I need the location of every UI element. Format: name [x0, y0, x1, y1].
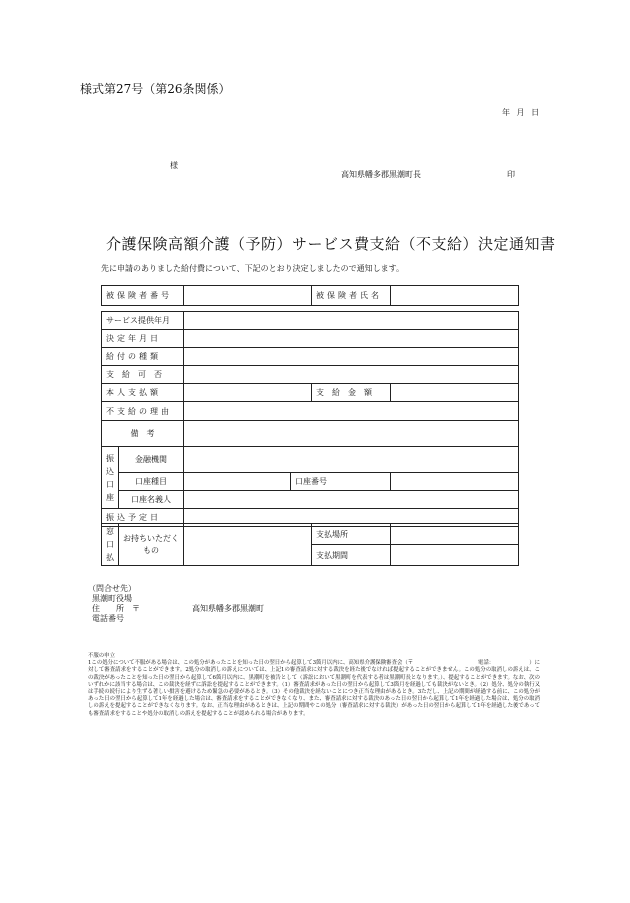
remarks-field[interactable]: [184, 421, 519, 447]
inquiry-heading: （問合せ先）: [88, 584, 136, 593]
date-month-label: 月: [516, 108, 525, 117]
non-pay-reason-label: 不支給の理由: [102, 402, 184, 421]
pay-period-field[interactable]: [391, 545, 519, 566]
approval-field[interactable]: [184, 366, 519, 384]
transfer-side-char: 座: [106, 492, 114, 502]
appeal-notice-body: 1この処分について不服がある場合は、この処分があったことを知った日の翌日から起算して3箇月以内に、高知県介護保険審査会（〒 電話： ）に対して審査請求をすることができます。2処分の取消しの訴えについては、上記1の審査請求に対する裁決を経た後でなければ提起することができません。この処分の取消しの訴えは、この裁決があったことを知った日の翌日から起算して6箇月以内に、黒潮町を被告として（訴訟において黒潮町を代表する者は黒潮町長となります。）、提起することができます。なお、次のいずれかに該当する場合は、この裁決を経ずに訴訟を提起することができます。（1）審査請求があった日の翌日から起算して3箇月を経過しても裁決がないとき。（2）処分、処分の執行又は手続の続行により生ずる著しい損害を避けるため緊急の必要があるとき。（3）その他裁決を経ないことにつき正当な理由があるとき。3ただし、上記の期間が経過する前に、この処分があった日の翌日から起算して1年を経過した場合は、審査請求をすることができなくなり、また、審査請求に対する裁決のあった日の翌日から起算して1年を経過した場合は、処分の取消しの訴えを提起することができなくなります。なお、正当な理由があるときは、上記の期間やこの処分（審査請求に対する裁決）があった日の翌日から起算して1年を経過した後であっても審査請求をすることや処分の取消しの訴えを提起することが認められる場合があります。: [88, 660, 540, 717]
non-pay-reason-field[interactable]: [184, 402, 519, 421]
date-day-label: 日: [531, 108, 540, 117]
account-type-label: 口座種目: [119, 473, 184, 491]
inquiry-section: [88, 584, 388, 624]
window-side-char: 口: [106, 540, 114, 549]
account-holder-label: 口座名義人: [119, 491, 184, 509]
account-number-label: 口座番号: [291, 473, 391, 491]
bank-field[interactable]: [184, 447, 519, 473]
window-payment-side-label: [102, 524, 119, 566]
service-month-label: サービス提供年月: [102, 312, 184, 330]
pay-place-field[interactable]: [391, 524, 519, 545]
window-side-char: 窓: [106, 527, 114, 536]
bring-items-field[interactable]: [184, 524, 312, 566]
benefit-type-field[interactable]: [184, 348, 519, 366]
transfer-side-char: 振: [106, 453, 114, 463]
transfer-account-side-label: [102, 447, 119, 509]
account-holder-field[interactable]: [184, 491, 519, 509]
account-number-field[interactable]: [391, 473, 519, 491]
account-type-field[interactable]: [184, 473, 291, 491]
seal-mark: 印: [507, 170, 515, 179]
pay-place-label: 支払場所: [312, 524, 391, 545]
decision-date-field[interactable]: [184, 330, 519, 348]
insured-number-field[interactable]: [184, 286, 312, 306]
decision-date-label: 決定年月日: [102, 330, 184, 348]
date-year-label: 年: [502, 108, 510, 117]
appeal-notice: [88, 653, 540, 718]
intro-text: 先に申請のありました給付費について、下記のとおり決定しましたので通知します。: [101, 264, 405, 273]
form-number: 様式第27号（第26条関係）: [80, 82, 231, 96]
window-side-char: 払: [106, 553, 114, 562]
address-label: 住 所: [92, 604, 124, 613]
bank-label: 金融機関: [119, 447, 184, 473]
benefit-table: [101, 311, 519, 527]
service-month-field[interactable]: [184, 312, 519, 330]
pay-period-label: 支払期間: [312, 545, 391, 566]
self-pay-field[interactable]: [184, 384, 312, 402]
document-title: 介護保険高額介護（予防）サービス費支給（不支給）決定通知書: [106, 235, 556, 253]
pay-amount-label: 支 給 金 額: [312, 384, 391, 402]
insured-name-label: 被保険者氏名: [312, 286, 391, 306]
issue-date: [502, 107, 543, 118]
transfer-date-label: 振込予定日: [102, 509, 184, 527]
window-payment-table: [101, 523, 519, 566]
appeal-notice-heading: 不服の申立: [88, 653, 115, 659]
self-pay-label: 本人支払額: [102, 384, 184, 402]
approval-label: 支 給 可 否: [102, 366, 184, 384]
remarks-label: 備 考: [102, 421, 184, 447]
transfer-side-char: 口: [106, 479, 114, 489]
bring-items-label: お持ちいただくもの: [119, 524, 184, 566]
recipient-suffix: 様: [170, 161, 178, 170]
insured-number-label: 被保険者番号: [102, 286, 184, 306]
insured-table: [101, 285, 519, 306]
postal-mark: 〒: [132, 604, 140, 613]
insured-name-field[interactable]: [391, 286, 519, 306]
pay-amount-field[interactable]: [391, 384, 519, 402]
inquiry-office: 黒潮町役場: [92, 594, 132, 603]
transfer-side-char: 込: [106, 466, 114, 476]
issuer-name: 高知県幡多郡黒潮町長: [341, 170, 421, 179]
inquiry-address: 高知県幡多郡黒潮町: [192, 604, 264, 613]
benefit-type-label: 給付の種類: [102, 348, 184, 366]
phone-label: 電話番号: [92, 614, 124, 623]
